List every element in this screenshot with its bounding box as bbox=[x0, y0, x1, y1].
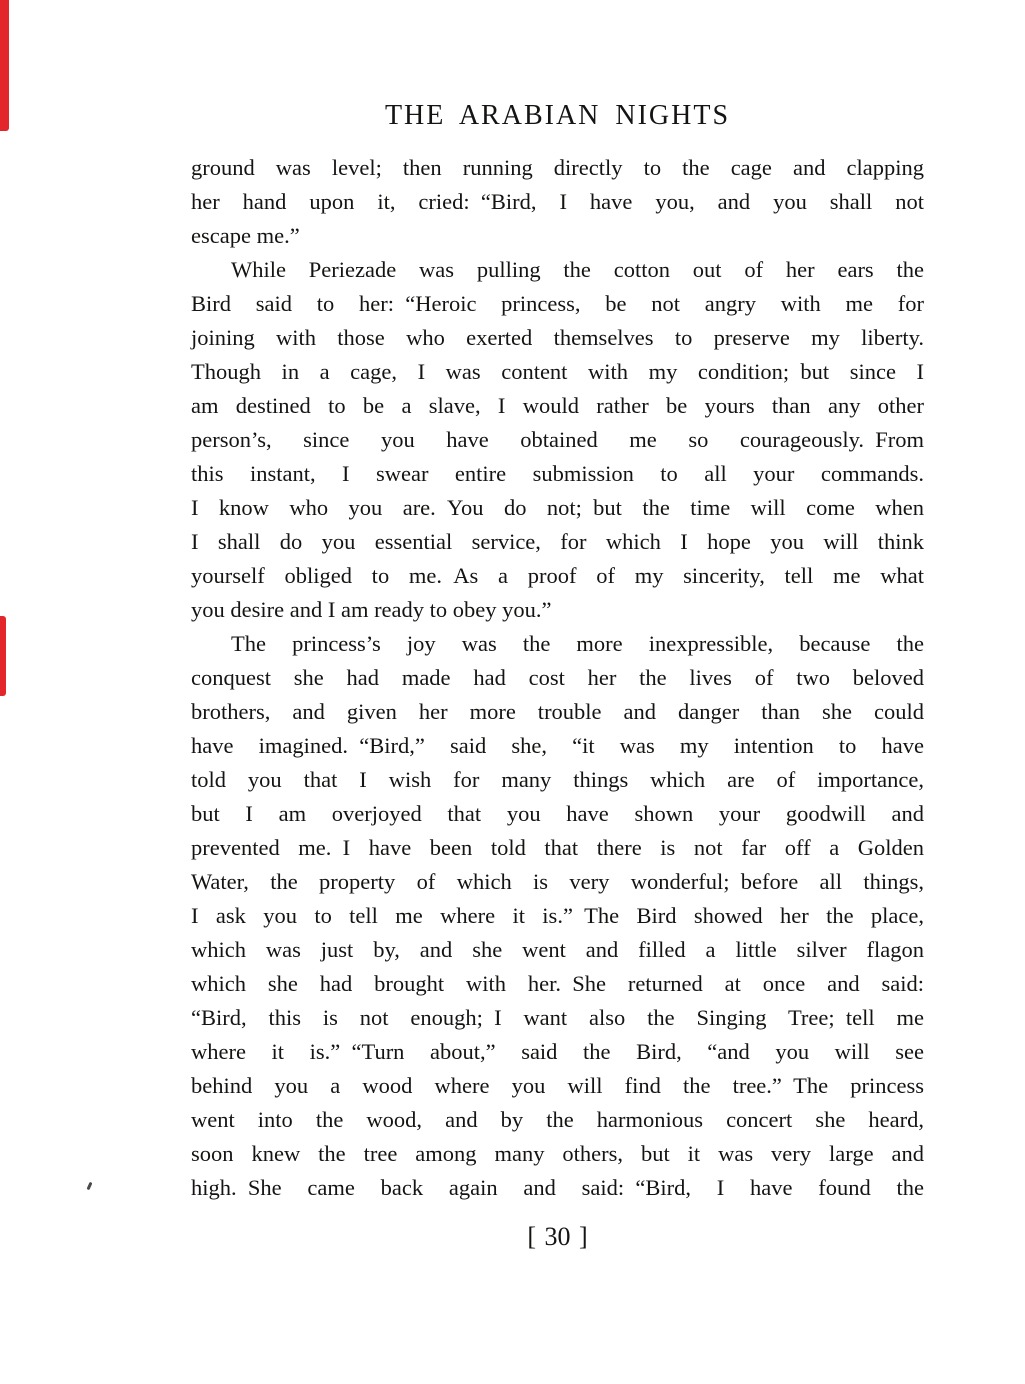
text-line: person’s, since you have obtained me so courageously. From bbox=[191, 427, 924, 452]
text-line: you desire and I am ready to obey you.” bbox=[191, 597, 552, 622]
text-line: While Periezade was pulling the cotton out of her ears the bbox=[231, 257, 924, 282]
text-line: “Bird, this is not enough; I want also the Singing Tree; tell me bbox=[191, 1005, 924, 1030]
text-line: which was just by, and she went and filled a little silver flagon bbox=[191, 937, 924, 962]
body-text bbox=[191, 151, 924, 1205]
text-line: went into the wood, and by the harmonious concert she heard, bbox=[191, 1107, 924, 1132]
text-line: ground was level; then running directly to the cage and clapping bbox=[191, 155, 924, 180]
text-line: brothers, and given her more trouble and danger than she could bbox=[191, 699, 924, 724]
text-line: have imagined. “Bird,” said she, “it was my intention to have bbox=[191, 733, 924, 758]
text-line: her hand upon it, cried: “Bird, I have you, and you shall not bbox=[191, 189, 924, 214]
ink-speck bbox=[87, 1182, 93, 1191]
text-line: Bird said to her: “Heroic princess, be not angry with me for bbox=[191, 291, 924, 316]
text-line: high. She came back again and said: “Bird, I have found the bbox=[191, 1175, 924, 1200]
text-line: soon knew the tree among many others, but it was very large and bbox=[191, 1141, 924, 1166]
page-number: [ 30 ] bbox=[527, 1222, 588, 1251]
text-line: I know who you are. You do not; but the time will come when bbox=[191, 495, 924, 520]
text-line: but I am overjoyed that you have shown your goodwill and bbox=[191, 801, 924, 826]
text-line: The princess’s joy was the more inexpressible, because the bbox=[231, 631, 924, 656]
text-line: yourself obliged to me. As a proof of my sincerity, tell me what bbox=[191, 563, 924, 588]
text-line: told you that I wish for many things which are of importance, bbox=[191, 767, 924, 792]
text-line: conquest she had made had cost her the lives of two beloved bbox=[191, 665, 924, 690]
text-line: Though in a cage, I was content with my condition; but since I bbox=[191, 359, 924, 384]
text-line: where it is.” “Turn about,” said the Bird, “and you will see bbox=[191, 1039, 924, 1064]
scan-artifact-red-top bbox=[0, 0, 9, 131]
scan-artifact-red-left bbox=[0, 616, 6, 696]
text-line: joining with those who exerted themselves to preserve my liberty. bbox=[191, 325, 924, 350]
running-head-title: THE ARABIAN NIGHTS bbox=[384, 100, 731, 131]
text-line: this instant, I swear entire submission to all your commands. bbox=[191, 461, 924, 486]
text-line: am destined to be a slave, I would rather be yours than any other bbox=[191, 393, 924, 418]
text-line: Water, the property of which is very wonderful; before all things, bbox=[191, 869, 924, 894]
text-line: which she had brought with her. She returned at once and said: bbox=[191, 971, 924, 996]
text-line: behind you a wood where you will find the tree.” The princess bbox=[191, 1073, 924, 1098]
text-line: I shall do you essential service, for which I hope you will think bbox=[191, 529, 924, 554]
text-line: prevented me. I have been told that there is not far off a Golden bbox=[191, 835, 924, 860]
text-line: escape me.” bbox=[191, 223, 300, 248]
text-line: I ask you to tell me where it is.” The Bird showed her the place, bbox=[191, 903, 924, 928]
